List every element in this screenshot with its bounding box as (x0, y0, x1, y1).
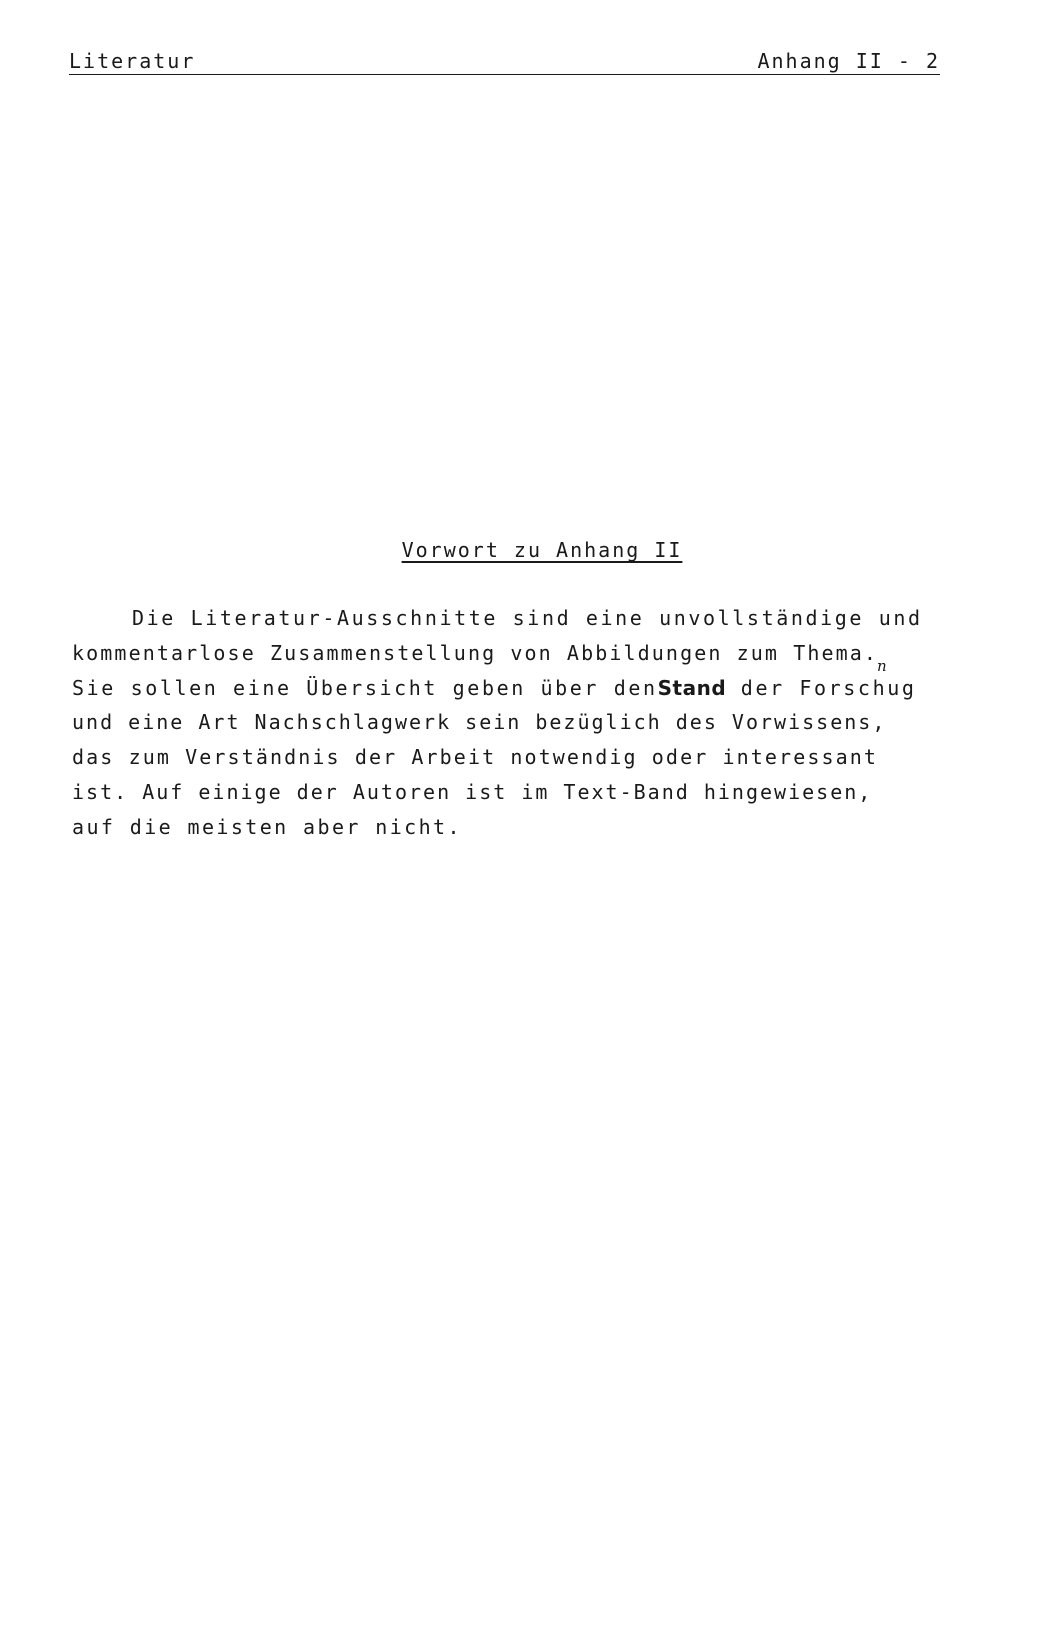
header-section-label: Literatur (69, 49, 196, 73)
paragraph-line-4: und eine Art Nachschlagwerk sein bezüglich des Vorwissens, (72, 710, 887, 735)
page-header (69, 46, 940, 75)
section-title (0, 536, 1044, 564)
paragraph-line-7: auf die meisten aber nicht. (72, 814, 462, 839)
handwritten-correction-mark: n (877, 656, 890, 675)
paragraph-line-3 (72, 656, 952, 706)
paragraph-line-3-end: der Forschug (726, 675, 917, 700)
paragraph-line-2: kommentarlose Zusammenstellung von Abbildungen zum Thema. (72, 640, 879, 665)
header-page-number: Anhang II - 2 (757, 49, 940, 73)
handwritten-insertion: Stand (657, 675, 727, 700)
paragraph-line-1: Die Literatur-Ausschnitte sind eine unvollständige und (132, 606, 923, 630)
section-title-text: Vorwort zu Anhang II (401, 538, 683, 562)
paragraph-line-6: ist. Auf einige der Autoren ist im Text-Band hingewiesen, (72, 779, 873, 804)
body-paragraph (72, 601, 952, 845)
paragraph-line-3-start: Sie sollen eine Übersicht geben über den (72, 675, 658, 700)
paragraph-line-5: das zum Verständnis der Arbeit notwendig oder interessant (72, 745, 879, 770)
